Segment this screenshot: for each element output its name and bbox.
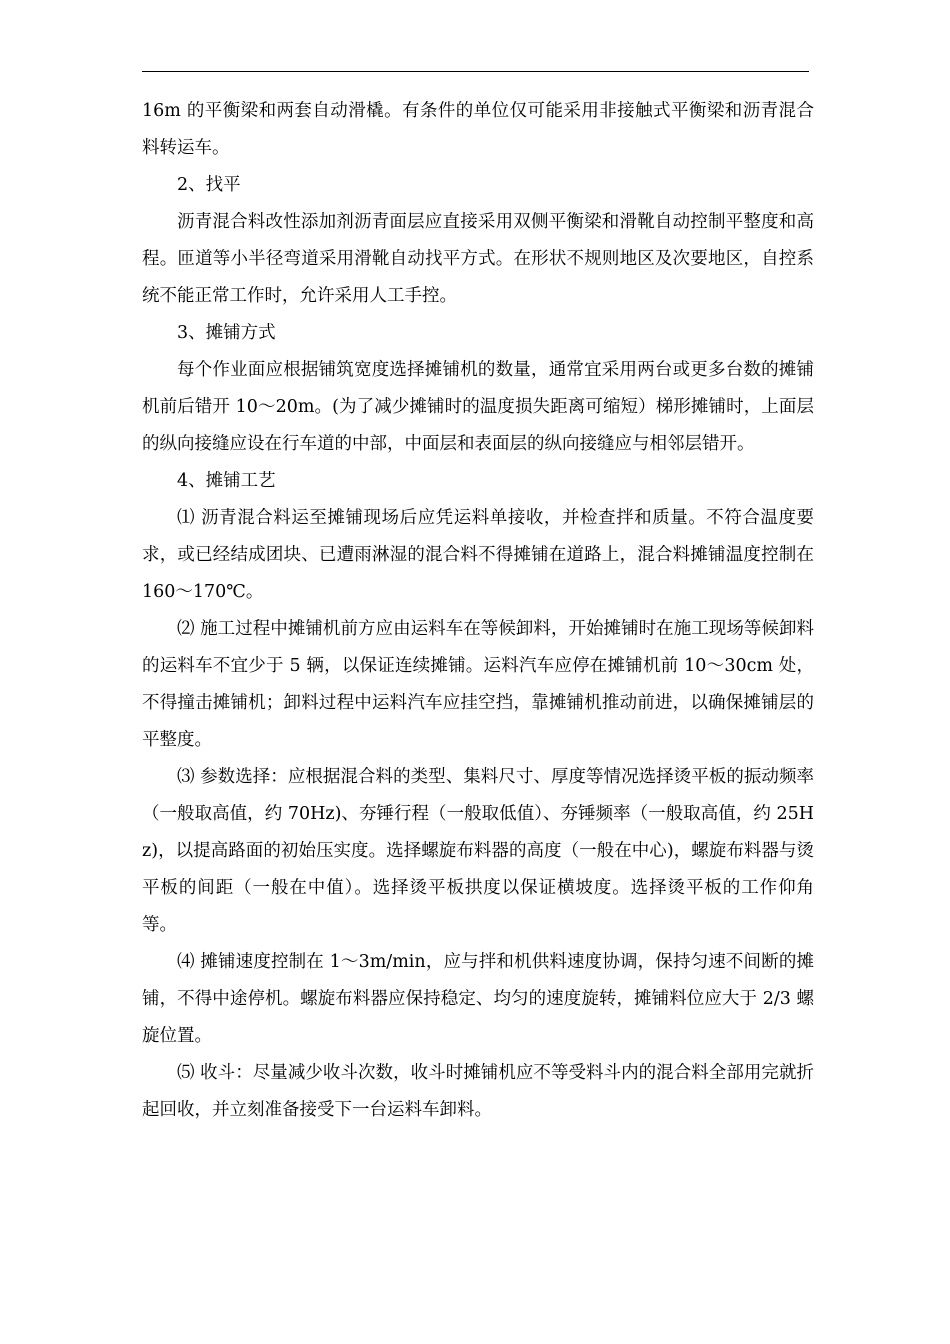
paragraph-leveling: 沥青混合料改性添加剂沥青面层应直接采用双侧平衡梁和滑靴自动控制平整度和高程。匝道等小半径弯道采用滑靴自动找平方式。在形状不规则地区及次要地区，自控系统不能正常工作时，允许采用人工手控。 (142, 212, 814, 306)
section-heading-leveling: 2、找平 (177, 175, 241, 195)
section-heading-paving-method: 3、摊铺方式 (177, 323, 276, 343)
header-rule (142, 71, 809, 72)
section-heading-paving-process: 4、摊铺工艺 (177, 471, 276, 491)
list-item-3: ⑶ 参数选择：应根据混合料的类型、集料尺寸、厚度等情况选择烫平板的振动频率（一般取高值，约 70Hz)、夯锤行程（一般取低值）、夯锤频率（一般取高值，约 25Hz)，以提高路面的初始压实度。选择螺旋布料器的高度（一般在中心)，螺旋布料器与烫平板的间距（一般在中值）。选择烫平板拱度以保证横坡度。选择烫平板的工作仰角等。 (142, 767, 814, 935)
paragraph-paving-method: 每个作业面应根据铺筑宽度选择摊铺机的数量，通常宜采用两台或更多台数的摊铺机前后错开 10～20m。(为了减少摊铺时的温度损失距离可缩短）梯形摊铺时，上面层的纵向接缝应设在行车道的中部，中面层和表面层的纵向接缝应与相邻层错开。 (142, 360, 814, 454)
list-item-2: ⑵ 施工过程中摊铺机前方应由运料车在等候卸料，开始摊铺时在施工现场等候卸料的运料车不宜少于 5 辆，以保证连续摊铺。运料汽车应停在摊铺机前 10～30cm 处，不得撞击摊铺机；卸料过程中运料汽车应挂空挡，靠摊铺机推动前进，以确保摊铺层的平整度。 (142, 619, 814, 750)
document-body (142, 93, 814, 1129)
list-item-4: ⑷ 摊铺速度控制在 1～3m/min，应与拌和机供料速度协调，保持匀速不间断的摊铺，不得中途停机。螺旋布料器应保持稳定、均匀的速度旋转，摊铺料位应大于 2/3 螺旋位置。 (142, 952, 814, 1046)
list-item-1: ⑴ 沥青混合料运至摊铺现场后应凭运料单接收，并检查拌和质量。不符合温度要求，或已经结成团块、已遭雨淋湿的混合料不得摊铺在道路上，混合料摊铺温度控制在 160～170℃。 (142, 508, 814, 602)
paragraph-continuation: 16m 的平衡梁和两套自动滑橇。有条件的单位仅可能采用非接触式平衡梁和沥青混合料转运车。 (142, 101, 814, 158)
list-item-5: ⑸ 收斗：尽量减少收斗次数，收斗时摊铺机应不等受料斗内的混合料全部用完就折起回收，并立刻准备接受下一台运料车卸料。 (142, 1063, 814, 1120)
